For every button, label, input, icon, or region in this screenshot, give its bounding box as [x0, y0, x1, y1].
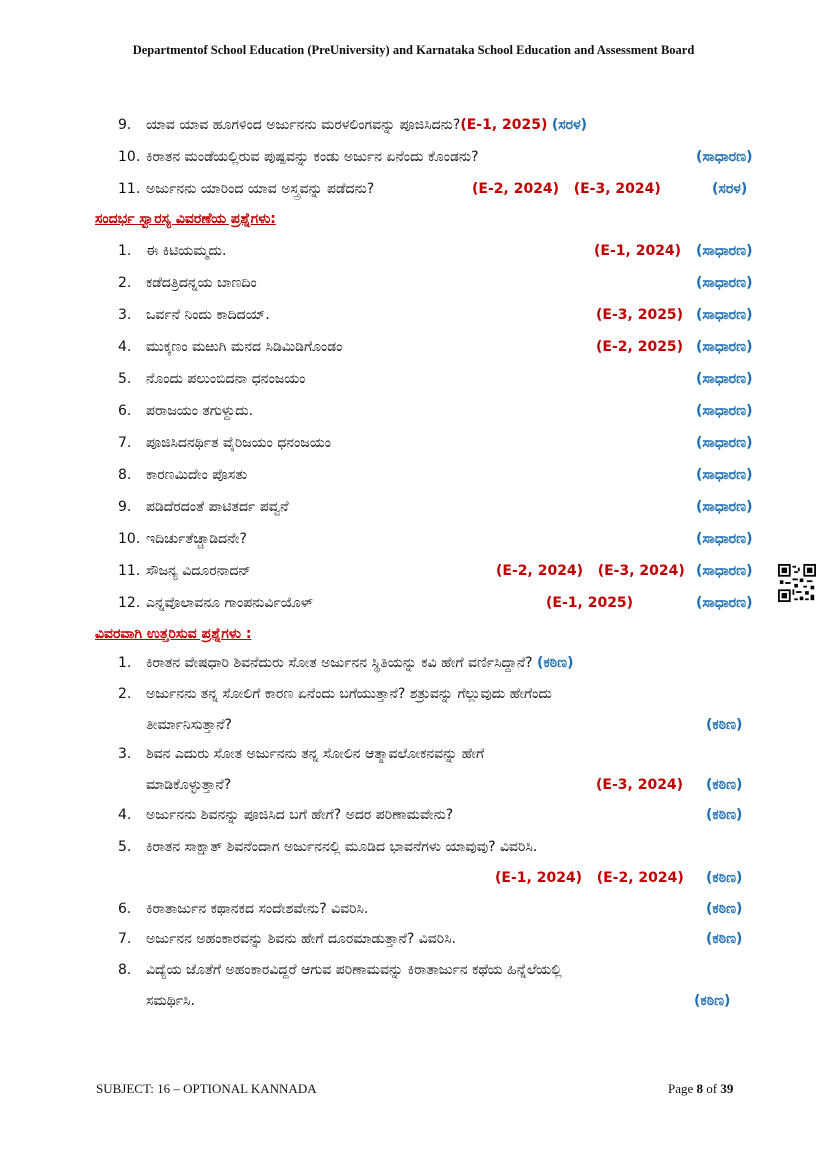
section1-row: [0, 339, 827, 363]
question-text-continuation: ಮಾಡಿಕೊಳ್ಳುತ್ತಾನೆ?: [146, 777, 232, 793]
qr-code: [778, 564, 816, 602]
question-text: ಯಾವ ಯಾವ ಹೂಗಳಿಂದ ಅರ್ಜುನನು ಮರಳಲಿಂಗವನ್ನು ಪೂಜಿಸಿದನು?(E-1, 2025) (ಸರಳ): [146, 117, 588, 133]
difficulty-level: (ಸಾಧಾರಣ): [696, 307, 753, 323]
difficulty-level: (ಸಾಧಾರಣ): [696, 149, 753, 165]
question-number: 12.: [118, 595, 141, 611]
question-number: 1.: [118, 655, 132, 671]
difficulty-level: (ಕಠಿಣ): [706, 717, 743, 733]
section1-row: [0, 275, 827, 299]
section1-row: [0, 563, 827, 587]
question-text: ನೊಂದು ಪಲುಂಬಿದನಾ ಧನಂಜಯಂ: [146, 371, 306, 387]
question-text: ಕಿರಾತನ ವೇಷಧಾರಿ ಶಿವನೆದುರು ಸೋತ ಅರ್ಜುನನ ಸ್ಥಿತಿಯನ್ನು ಕವಿ ಹೇಗೆ ವರ್ಣಿಸಿದ್ದಾನೆ? (ಕಠಿಣ): [146, 655, 574, 671]
section2-row-continuation: [0, 901, 827, 925]
section1-row: [0, 435, 827, 459]
question-text: ಸೌಜನ್ಯ ವಿದೂರನಾದನ್: [146, 563, 251, 579]
question-number: 7.: [118, 435, 132, 451]
question-number: 5.: [118, 371, 132, 387]
section-heading: ಸಂದರ್ಭ ಸ್ವಾರಸ್ಯ ವಿವರಣೆಯ ಪ್ರಶ್ನೆಗಳು:: [95, 211, 276, 227]
question-text: ಅರ್ಜುನನು ತನ್ನ ಸೋಲಿಗೆ ಕಾರಣ ಏನೆಂದು ಬಗೆಯುತ್ತಾನೆ? ಶತ್ರುವನ್ನು ಗೆಲ್ಲುವುದು ಹೇಗೆಂದು: [146, 686, 552, 702]
question-number: 9.: [118, 117, 132, 133]
question-text: ಅರ್ಜುನನು ಯಾರಿಂದ ಯಾವ ಅಸ್ತ್ರವನ್ನು ಪಡೆದನು?: [146, 181, 375, 197]
exam-reference: (E-2, 2024) (E-3, 2024): [496, 563, 685, 579]
section2-row-continuation: [0, 993, 827, 1017]
question-number: 8.: [118, 962, 132, 978]
question-row: [0, 149, 827, 173]
section2-row: [0, 746, 827, 770]
difficulty-level: (ಕಠಿಣ): [706, 870, 743, 886]
section2-row-continuation: [0, 870, 827, 894]
section1-row: [0, 371, 827, 395]
difficulty-level: (ಕಠಿಣ): [706, 931, 743, 947]
section1-row: [0, 531, 827, 555]
difficulty-level: (ಸಾಧಾರಣ): [696, 339, 753, 355]
exam-reference: (E-3, 2025): [596, 307, 684, 323]
question-text: ಕಿರಾತನ ಸಾಕ್ಷಾತ್ ಶಿವನೆಂದಾಗ ಅರ್ಜುನನಲ್ಲಿ ಮೂಡಿದ ಭಾವನೆಗಳು ಯಾವುವು? ವಿವರಿಸಿ.: [146, 839, 538, 855]
question-text: ಈ ಕಿಟಿಯಮ್ಮದು.: [146, 243, 227, 259]
question-number: 5.: [118, 839, 132, 855]
difficulty-level: (ಸಾಧಾರಣ): [696, 531, 753, 547]
difficulty-level: (ಸಾಧಾರಣ): [696, 243, 753, 259]
exam-reference: (E-1, 2024) (E-2, 2024): [495, 870, 684, 886]
question-number: 2.: [118, 686, 132, 702]
question-text: ವಿದ್ಯೆಯ ಜೊತೆಗೆ ಅಹಂಕಾರವಿದ್ದರೆ ಆಗುವ ಪರಿಣಾಮವನ್ನು ಕಿರಾತಾರ್ಜುನ ಕಥೆಯ ಹಿನ್ನೆಲೆಯಲ್ಲಿ: [146, 962, 562, 978]
section1-row: [0, 595, 827, 619]
difficulty-level: (ಸಾಧಾರಣ): [696, 563, 753, 579]
exam-reference: (E-1, 2025): [460, 117, 548, 133]
question-text: ಒರ್ವನೆ ನಿಂದು ಕಾದಿದಯ್.: [146, 307, 270, 323]
question-number: 1.: [118, 243, 132, 259]
question-text: ಪೂಜಿಸಿದನರ್ಥಿತ ವೈರಿಜಯಂ ಧನಂಜಯಂ: [146, 435, 331, 451]
question-text: ಶಿವನ ಎದುರು ಸೋತ ಅರ್ಜುನನು ತನ್ನ ಸೋಲಿನ ಆತ್ಮಾವಲೋಕನವನ್ನು ಹೇಗೆ: [146, 746, 485, 762]
question-number: 3.: [118, 746, 132, 762]
question-number: 8.: [118, 467, 132, 483]
question-number: 6.: [118, 901, 132, 917]
difficulty-level: (ಸಾಧಾರಣ): [696, 403, 753, 419]
difficulty-level: (ಕಠಿಣ): [694, 993, 731, 1009]
exam-reference: (E-1, 2024): [594, 243, 682, 259]
question-text: ಕಾರಣಮಿದೇಂ ಪೊಸತು: [146, 467, 248, 483]
question-text: ಪಡಿದೆರದಂತೆ ಪಾಟಿತರ್ದ ಪವ್ವನೆ: [146, 499, 289, 515]
question-text: ಇದಿರ್ಚುತೆಚ್ಚಾಡಿದನೇ?: [146, 531, 247, 547]
page-header: Departmentof School Education (PreUniversity) and Karnataka School Education and Assessment Board: [132, 43, 695, 57]
section1-row: [0, 467, 827, 491]
difficulty-level: (ಸಾಧಾರಣ): [696, 435, 753, 451]
section2-row-continuation: [0, 717, 827, 741]
question-number: 2.: [118, 275, 132, 291]
section1-row: [0, 499, 827, 523]
question-number: 10.: [118, 531, 141, 547]
question-row: [0, 181, 827, 205]
question-text: ಮುಕ್ಕಣಂ ಮಱುಗಿ ಮನದ ಸಿಡಿಮಿಡಿಗೊಂಡಂ: [146, 339, 343, 355]
difficulty-level: (ಸರಳ): [712, 181, 748, 197]
question-text: ಕಿರಾತಾರ್ಜುನ ಕಥಾನಕದ ಸಂದೇಶವೇನು? ವಿವರಿಸಿ.: [146, 901, 369, 917]
difficulty-level: (ಸಾಧಾರಣ): [696, 499, 753, 515]
section2-row-continuation: [0, 807, 827, 831]
section2-row-continuation: [0, 777, 827, 801]
section2-row: [0, 686, 827, 710]
question-number: 10.: [118, 149, 141, 165]
footer-subject: SUBJECT: 16 – OPTIONAL KANNADA: [96, 1081, 317, 1096]
exam-reference: (E-1, 2025): [546, 595, 634, 611]
difficulty-level: (ಸಾಧಾರಣ): [696, 371, 753, 387]
question-text: ಅರ್ಜುನನು ಶಿವನನ್ನು ಪೂಜಿಸಿದ ಬಗೆ ಹೇಗೆ? ಅದರ ಪರಿಣಾಮವೇನು?: [146, 807, 454, 823]
question-number: 7.: [118, 931, 132, 947]
footer-page: Page 8 of 39: [668, 1081, 734, 1096]
question-text: ಎನ್ನವೊಲಾವನೂ ಗಾಂಪನುರ್ವಿಯೊಳ್: [146, 595, 314, 611]
section2-row: [0, 962, 827, 986]
difficulty-level: (ಸರಳ): [551, 117, 588, 133]
section1-row: [0, 243, 827, 267]
difficulty-level: (ಕಠಿಣ): [706, 777, 743, 793]
difficulty-level: (ಸಾಧಾರಣ): [696, 595, 753, 611]
question-row: [0, 117, 827, 141]
exam-reference: (E-2, 2025): [596, 339, 684, 355]
section2-row: [0, 839, 827, 863]
question-text: ಕಿರಾತನ ಮಂಡೆಯಲ್ಲಿರುವ ಪುಷ್ಪವನ್ನು ಕಂಡು ಅರ್ಜುನ ಏನೆಂದು ಕೊಂಡನು?: [146, 149, 479, 165]
difficulty-level: (ಸಾಧಾರಣ): [696, 467, 753, 483]
difficulty-level: (ಕಠಿಣ): [706, 901, 743, 917]
question-text-continuation: ತೀರ್ಮಾನಿಸುತ್ತಾನೆ?: [146, 717, 232, 733]
question-number: 3.: [118, 307, 132, 323]
difficulty-level: (ಕಠಿಣ): [537, 655, 574, 671]
question-text: ಅರ್ಜುನನ ಅಹಂಕಾರವನ್ನು ಶಿವನು ಹೇಗೆ ದೂರಮಾಡುತ್ತಾನೆ? ವಿವರಿಸಿ.: [146, 931, 457, 947]
difficulty-level: (ಸಾಧಾರಣ): [696, 275, 753, 291]
question-number: 4.: [118, 807, 132, 823]
question-text: ಪರಾಜಯಂ ತಗುಳ್ದುದು.: [146, 403, 254, 419]
section-heading: ವಿವರವಾಗಿ ಉತ್ತರಿಸುವ ಪ್ರಶ್ನೆಗಳು :: [95, 626, 252, 642]
exam-reference: (E-2, 2024) (E-3, 2024): [472, 181, 661, 197]
section1-row: [0, 307, 827, 331]
difficulty-level: (ಕಠಿಣ): [706, 807, 743, 823]
question-number: 11.: [118, 181, 141, 197]
section2-row: [0, 655, 827, 679]
question-number: 9.: [118, 499, 132, 515]
question-number: 4.: [118, 339, 132, 355]
exam-reference: (E-3, 2024): [596, 777, 684, 793]
question-number: 6.: [118, 403, 132, 419]
question-text-continuation: ಸಮರ್ಥಿಸಿ.: [146, 993, 195, 1009]
section2-row-continuation: [0, 931, 827, 955]
question-number: 11.: [118, 563, 141, 579]
section1-row: [0, 403, 827, 427]
question-text: ಕಡೆದತ್ರಿದನ್ನಯ ಬಾಣದಿಂ: [146, 275, 257, 291]
